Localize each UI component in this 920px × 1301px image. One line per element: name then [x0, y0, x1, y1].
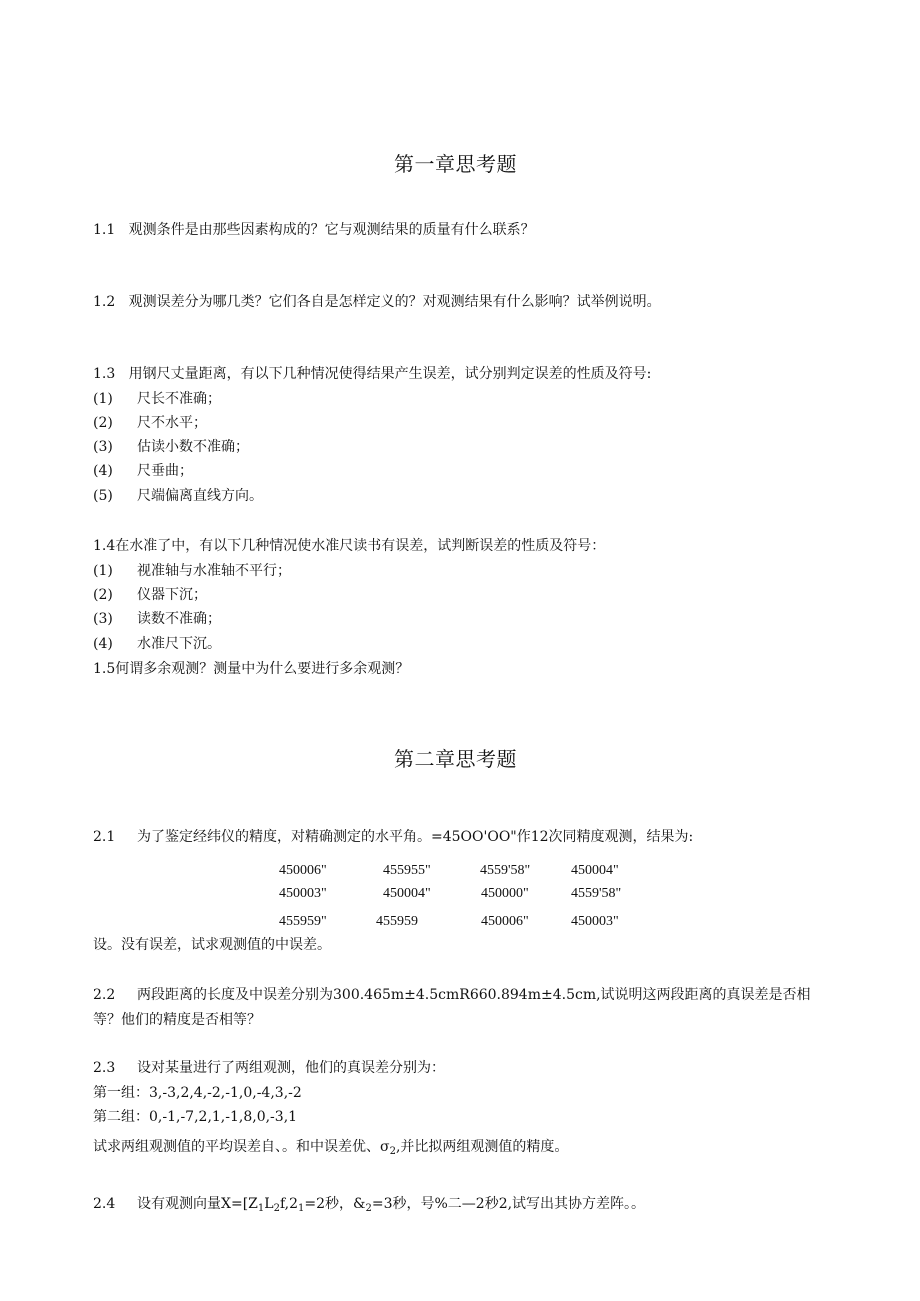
- question-2-2-continued: 等？他们的精度是否相等？: [93, 1012, 261, 1028]
- group-1-errors: 第一组：3,-3,2,4,-2,-1,0,-4,3,-2: [93, 1085, 302, 1101]
- question-1-5: 1.5何谓多余观测？测量中为什么要进行多余观测？: [93, 661, 410, 677]
- angle-value: 450003": [279, 886, 327, 901]
- angle-value: 4559'58": [571, 886, 622, 901]
- question-2-2: 两段距离的长度及中误差分别为300.465m±4.5cmR660.894m±4.5cm,试说明这两段距离的真误差是否相: [137, 987, 811, 1003]
- list-item-text: 尺不水平；: [137, 415, 207, 431]
- question-2-3-tail: 试求两组观测值的平均误差自、。和中误差优、$\sigma_2$,并比拟两组观测值的精度。: [93, 1139, 569, 1157]
- question-number: 2.2: [93, 987, 116, 1003]
- question-number: 2.1: [93, 829, 116, 845]
- angle-value: 450004": [571, 863, 619, 878]
- question-2-1: 为了鉴定经纬仪的精度，对精确测定的水平角。=45OO'OO"作12次同精度观测，结果为:: [137, 829, 694, 845]
- angle-value: 4559'58": [480, 863, 531, 878]
- angle-value: 450006": [279, 863, 327, 878]
- angle-value: 450006": [481, 914, 529, 929]
- question-1-2: 1.2 观测误差分为哪几类？它们各自是怎样定义的？对观测结果有什么影响？试举例说明。: [93, 294, 661, 310]
- angle-value: 455959": [279, 914, 327, 929]
- list-item-number: (4): [93, 636, 113, 652]
- list-item-number: (2): [93, 415, 113, 431]
- group-2-errors: 第二组：0,-1,-7,2,1,-1,8,0,-3,1: [93, 1109, 298, 1125]
- angle-value: 455955": [383, 863, 431, 878]
- list-item-number: (2): [93, 587, 113, 603]
- list-item-text: 水准尺下沉。: [137, 636, 221, 652]
- list-item-number: (5): [93, 488, 113, 504]
- list-item-text: 读数不准确；: [137, 611, 221, 627]
- question-1-4: 1.4在水准了中，有以下几种情况使水准尺读书有误差，试判断误差的性质及符号：: [93, 538, 606, 554]
- question-2-1-tail: 设。没有误差，试求观测值的中误差。: [93, 937, 331, 953]
- question-number: 2.3: [93, 1060, 116, 1076]
- chapter-2-title: 第二章思考题: [394, 747, 517, 771]
- list-item-number: (3): [93, 611, 113, 627]
- list-item-number: (4): [93, 463, 113, 479]
- question-2-3: 设对某量进行了两组观测，他们的真误差分别为：: [137, 1060, 445, 1076]
- list-item-text: 估读小数不准确；: [137, 439, 249, 455]
- list-item-text: 尺端偏离直线方向。: [137, 488, 263, 504]
- list-item-number: (1): [93, 391, 113, 407]
- list-item-text: 尺垂曲；: [137, 463, 193, 479]
- question-1-3: 1.3 用钢尺丈量距离，有以下几种情况使得结果产生误差，试分别判定误差的性质及符号:: [93, 366, 652, 382]
- list-item-text: 仪器下沉；: [137, 587, 207, 603]
- question-2-4: 设有观测向量$X=[Z_1L_2f,2_1=2$秒，$\&_2=3$秒，号%二—2秒2,试写出其协方差阵。。: [137, 1196, 646, 1214]
- list-item-number: (1): [93, 563, 113, 579]
- list-item-text: 视准轴与水准轴不平行；: [137, 563, 291, 579]
- list-item-text: 尺长不准确；: [137, 391, 221, 407]
- angle-value: 455959: [376, 914, 418, 929]
- angle-value: 450000": [481, 886, 529, 901]
- question-1-1: 1.1 观测条件是由那些因素构成的？它与观测结果的质量有什么联系？: [93, 222, 535, 238]
- angle-value: 450003": [571, 914, 619, 929]
- chapter-1-title: 第一章思考题: [394, 152, 517, 176]
- list-item-number: (3): [93, 439, 113, 455]
- angle-value: 450004": [383, 886, 431, 901]
- question-number: 2.4: [93, 1196, 116, 1212]
